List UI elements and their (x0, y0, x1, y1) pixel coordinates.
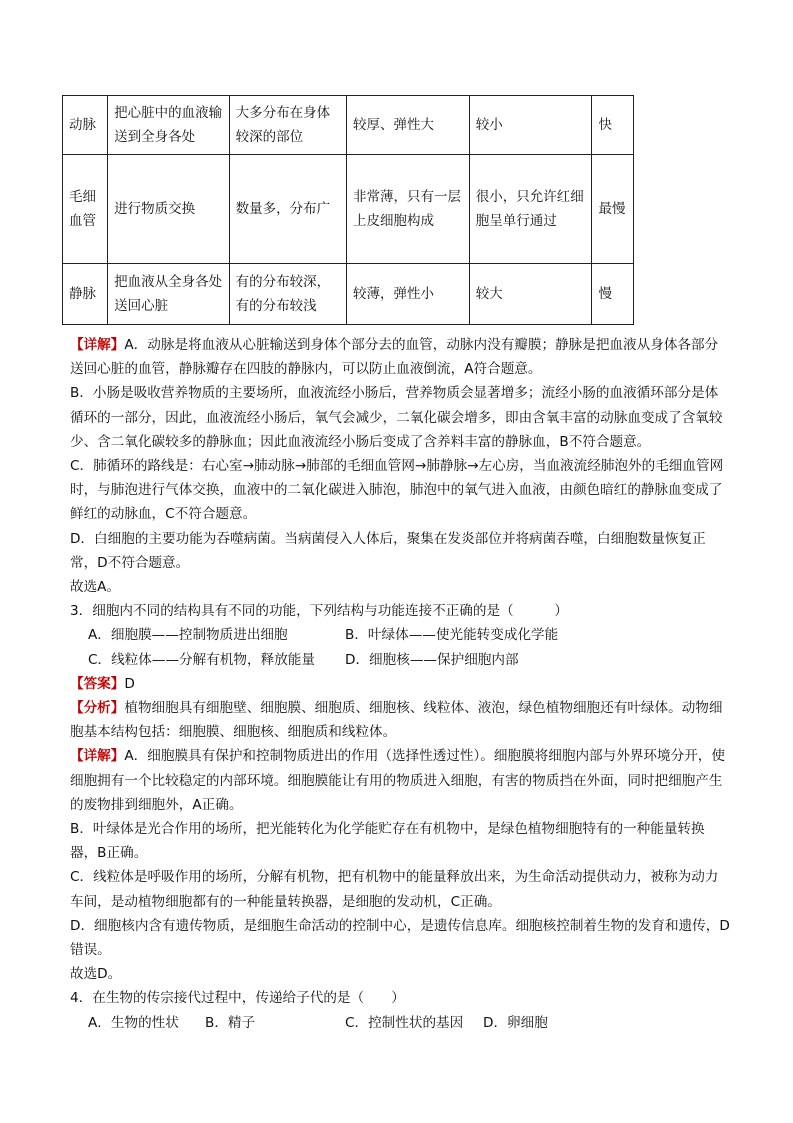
q2-choice: 故选A。 (70, 579, 121, 596)
detail-tag: 【详解】 (70, 337, 125, 353)
table-cell: 数量多，分布广 (229, 155, 346, 264)
q3-detail-d: D．细胞核内含有遗传物质，是细胞生命活动的控制中心，是遗传信息库。细胞核控制着生物的发育和遗传，D错误。 (70, 917, 730, 959)
q3-option-a: A．细胞膜——控制物质进出细胞 (88, 627, 288, 644)
q3-detail-b: B．叶绿体是光合作用的场所，把光能转化为化学能贮存在有机物中，是绿色植物细胞特有的一种能量转换器，B正确。 (70, 821, 705, 862)
q4-stem: 4．在生物的传宗接代过程中，传递给子代的是（ ） (70, 990, 405, 1007)
table-cell: 静脉 (63, 264, 108, 325)
table-cell: 进行物质交换 (108, 155, 230, 264)
q4-option-c: C．控制性状的基因 (345, 1014, 464, 1031)
table-cell: 很小，只允许红细胞呈单行通过 (469, 155, 592, 264)
table-cell: 把血液从全身各处送回心脏 (108, 264, 230, 325)
table-cell: 较厚、弹性大 (346, 96, 469, 155)
table-cell: 非常薄，只有一层上皮细胞构成 (346, 155, 469, 264)
table-cell: 动脉 (63, 96, 108, 155)
table-row (63, 264, 634, 325)
analysis-tag: 【分析】 (70, 700, 125, 717)
detail-text: A．细胞膜具有保护和控制物质进出的作用（选择性透过性）。细胞膜将细胞内部与外界环境分开，使细胞拥有一个比较稳定的内部环境。细胞膜能让有用的物质进入细胞，有害的物质挡在外面，同时把细胞产生的废物排到细胞外，A正确。 (70, 748, 725, 813)
q3-options-row-1 (70, 623, 730, 647)
table-cell: 大多分布在身体较深的部位 (229, 96, 346, 155)
q3-option-c: C．线粒体——分解有机物，释放能量 (88, 651, 315, 668)
q2-detail-b: B．小肠是吸收营养物质的主要场所，血液流经小肠后，营养物质会显著增多；流经小肠的血液循环部分是体循环的一部分，因此，血液流经小肠后，氧气会减少，二氧化碳会增多，即由含氧丰富的动脉血变成了含氧较少、含二氧化碳较多的静脉血；因此血液流经小肠后变成了含养料丰富的静脉血，B不符合题意。 (70, 385, 723, 450)
table-cell: 慢 (592, 264, 634, 325)
detail-text: A．动脉是将血液从心脏输送到身体个部分去的血管，动脉内没有瓣膜；静脉是把血液从身体各部分送回心脏的血管，静脉瓣存在四肢的静脉内，可以防止血液倒流，A符合题意。 (70, 337, 719, 378)
q3-analysis (70, 696, 730, 744)
explanation-body (70, 333, 730, 1035)
table-cell: 把心脏中的血液输送到全身各处 (108, 96, 230, 155)
table-cell: 有的分布较深，有的分布较浅 (229, 264, 346, 325)
table-cell: 毛细血管 (63, 155, 108, 264)
table-row (63, 155, 634, 264)
q3-option-b: B．叶绿体——使光能转变成化学能 (345, 627, 559, 644)
q4-option-d: D．卵细胞 (483, 1014, 548, 1031)
table-cell: 较薄，弹性小 (346, 264, 469, 325)
q2-detail-d: D．白细胞的主要功能为吞噬病菌。当病菌侵入人体后，聚集在发炎部位并将病菌吞噬，白细胞数量恢复正常，D不符合题意。 (70, 530, 706, 571)
q3-choice: 故选D。 (70, 966, 122, 983)
q3-options-row-2 (70, 648, 730, 672)
q3-answer (70, 672, 730, 696)
q4-option-a: A．生物的性状 (88, 1014, 179, 1031)
table-cell: 快 (592, 96, 634, 155)
q4-options-row (70, 1011, 730, 1035)
q3-detail-c: C．线粒体是呼吸作用的场所，分解有机物，把有机物中的能量释放出来，为生命活动提供动力，被称为动力车间，是动植物细胞都有的一种能量转换器，是细胞的发动机，C正确。 (70, 869, 719, 910)
answer-tag: 【答案】 (70, 675, 125, 692)
answer-text: D (124, 675, 135, 692)
table-row (63, 96, 634, 155)
q2-detail-a (70, 333, 730, 381)
table-cell: 较小 (469, 96, 592, 155)
q2-detail-c: C．肺循环的路线是：右心室→肺动脉→肺部的毛细血管网→肺静脉→左心房，当血液流经肺泡外的毛细血管网时，与肺泡进行气体交换，血液中的二氧化碳进入肺泡，肺泡中的氧气进入血液，由颜色暗红的静脉血变成了鲜红的动脉血，C不符合题意。 (70, 458, 724, 523)
q3-stem: 3．细胞内不同的结构具有不同的功能，下列结构与功能连接不正确的是（ ） (70, 603, 569, 620)
table-cell: 较大 (469, 264, 592, 325)
q3-option-d: D．细胞核——保护细胞内部 (345, 651, 519, 668)
q4-option-b: B．精子 (205, 1014, 256, 1031)
detail-tag: 【详解】 (70, 748, 125, 765)
blood-vessel-table (62, 95, 634, 325)
table-cell: 最慢 (592, 155, 634, 264)
analysis-text: 植物细胞具有细胞壁、细胞膜、细胞质、细胞核、线粒体、液泡，绿色植物细胞还有叶绿体。动物细胞基本结构包括：细胞膜、细胞核、细胞质和线粒体。 (70, 700, 723, 741)
q3-detail-a (70, 744, 730, 817)
